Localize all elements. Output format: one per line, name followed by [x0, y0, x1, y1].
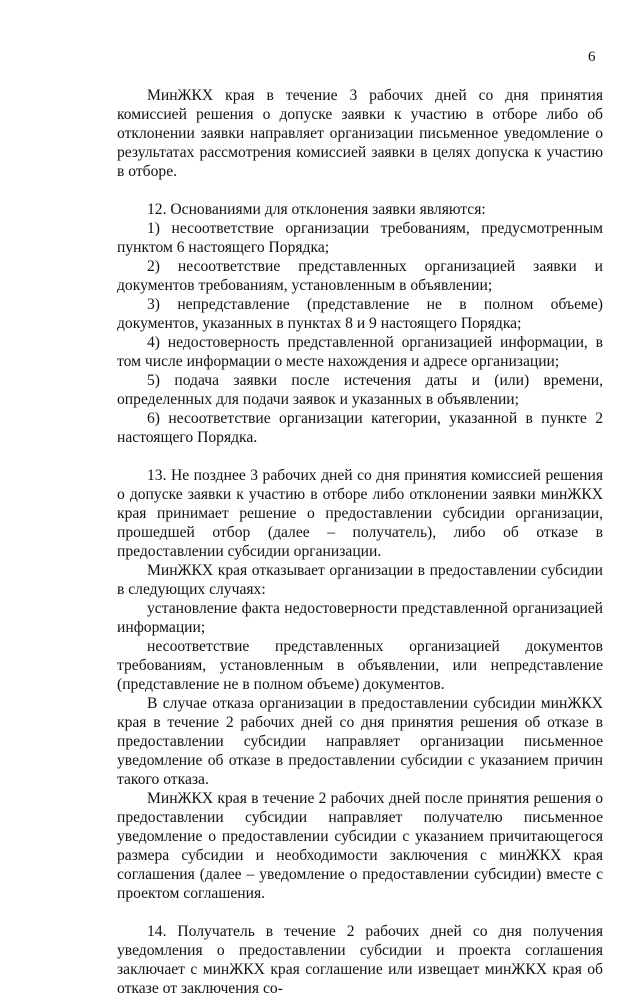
paragraph: 14. Получатель в течение 2 рабочих дней со дня получения уведомления о предоставлении субсидии и проекта соглашения заключает с минЖКХ края соглашение или извещает минЖКХ края об отказе от заключения со-	[117, 923, 603, 997]
paragraph: 5) подача заявки после истечения даты и (или) времени, определенных для подачи заявок и указанных в объявлении;	[117, 372, 603, 408]
paragraph: 4) недостоверность представленной организацией информации, в том числе информации о месте нахождения и адресе организации;	[117, 334, 603, 370]
paragraph: 1) несоответствие организации требованиям, предусмотренным пунктом 6 настоящего Порядка;	[117, 220, 603, 256]
paragraph: 6) несоответствие организации категории, указанной в пункте 2 настоящего Порядка.	[117, 410, 603, 446]
paragraph: В случае отказа организации в предоставлении субсидии минЖКХ края в течение 2 рабочих дней со дня принятия решения об отказе в предоставлении субсидии направляет организации письменное уведомление об отказе в предоставлении субсидии с указанием причин такого отказа.	[117, 695, 603, 788]
paragraph: 3) непредставление (представление не в полном объеме) документов, указанных в пунктах 8 и 9 настоящего Порядка;	[117, 296, 603, 332]
paragraph: МинЖКХ края в течение 3 рабочих дней со дня принятия комиссией решения о допуске заявки к участию в отборе либо об отклонении заявки направляет организации письменное уведомление о результатах рассмотрения комиссией заявки в целях допуска к участию в отборе.	[117, 87, 603, 180]
page-number: 6	[588, 49, 596, 65]
document-body	[117, 86, 603, 998]
paragraph: несоответствие представленных организацией документов требованиям, установленным в объявлении, или непредставление (представление не в полном объеме) документов.	[117, 638, 603, 693]
paragraph: 2) несоответствие представленных организацией заявки и документов требованиям, установленным в объявлении;	[117, 258, 603, 294]
paragraph: МинЖКХ края отказывает организации в предоставлении субсидии в следующих случаях:	[117, 562, 603, 598]
paragraph: МинЖКХ края в течение 2 рабочих дней после принятия решения о предоставлении субсидии направляет получателю письменное уведомление о предоставлении субсидии с указанием причитающегося размера субсидии и необходимости заключения с минЖКХ края соглашения (далее – уведомление о предоставлении субсидии) вместе с проектом соглашения.	[117, 790, 603, 902]
paragraph: 12. Основаниями для отклонения заявки являются:	[147, 201, 486, 218]
paragraph: установление факта недостоверности представленной организацией информации;	[117, 600, 603, 636]
paragraph: 13. Не позднее 3 рабочих дней со дня принятия комиссией решения о допуске заявки к участию в отборе либо отклонении заявки минЖКХ края принимает решение о предоставлении субсидии организации, прошедшей отбор (далее – получатель), либо об отказе в предоставлении субсидии организации.	[117, 467, 603, 560]
